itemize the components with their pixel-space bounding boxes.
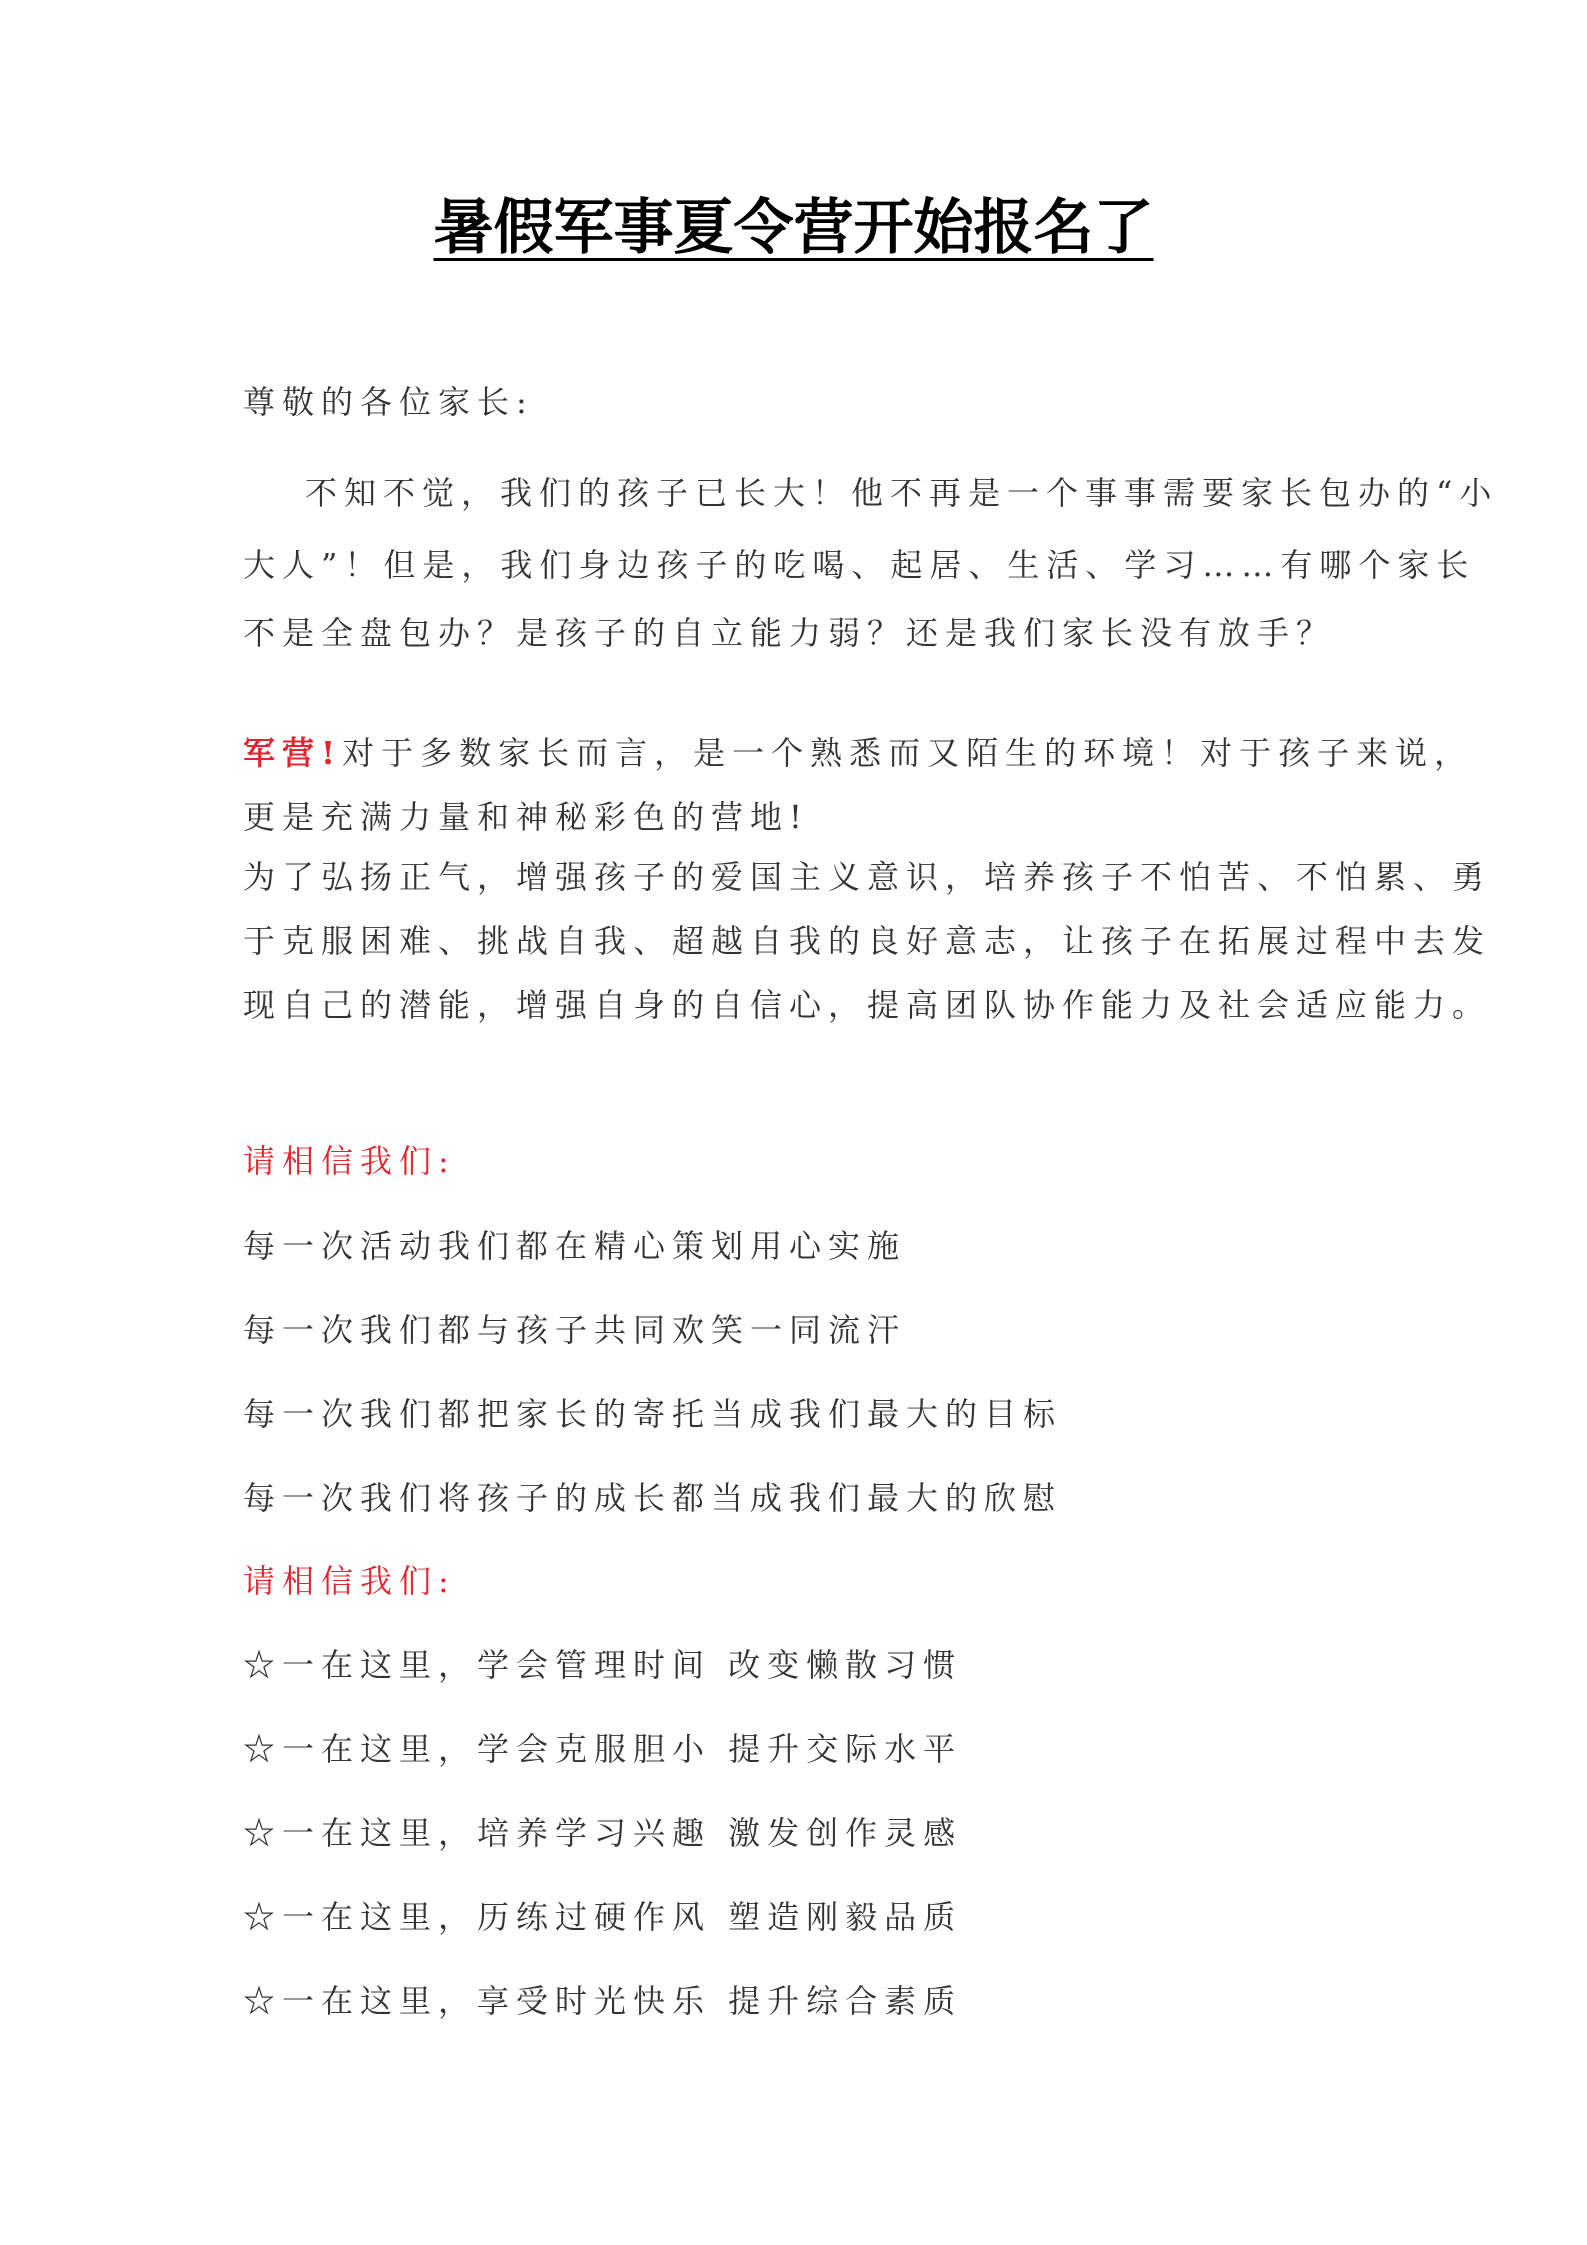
page-title: [0, 188, 1587, 268]
purpose-line: 于克服困难、挑战自我、超越自我的良好意志，让孩子在拓展过程中去发: [243, 922, 1492, 960]
promise-item: 每一次我们将孩子的成长都当成我们最大的欣慰: [243, 1479, 1063, 1517]
purpose-line: 为了弘扬正气，增强孩子的爱国主义意识，培养孩子不怕苦、不怕累、勇: [243, 858, 1492, 896]
intro-line: 不是全盘包办？是孩子的自立能力弱？还是我们家长没有放手？: [243, 614, 1336, 652]
intro-line: 大人”！但是，我们身边孩子的吃喝、起居、生活、学习……有哪个家长: [243, 546, 1476, 584]
camp-paragraph: [243, 728, 1474, 774]
intro-line: 不知不觉，我们的孩子已长大！他不再是一个事事需要家长包办的“小: [305, 474, 1499, 512]
promise-item: 每一次我们都把家长的寄托当成我们最大的目标: [243, 1395, 1063, 1433]
promise-item: 每一次我们都与孩子共同欢笑一同流汗: [243, 1311, 907, 1349]
trust-heading: 请相信我们:: [243, 1142, 456, 1180]
benefit-item: ☆一在这里，历练过硬作风 塑造刚毅品质: [243, 1898, 963, 1936]
benefit-item: ☆一在这里，享受时光快乐 提升综合素质: [243, 1982, 963, 2020]
benefit-item: ☆一在这里，学会克服胆小 提升交际水平: [243, 1730, 963, 1768]
page-title-text: 暑假军事夏令营开始报名了: [433, 193, 1154, 263]
purpose-line: 现自己的潜能，增强自身的自信心，提高团队协作能力及社会适应能力。: [243, 986, 1492, 1024]
benefit-item: ☆一在这里，培养学习兴趣 激发创作灵感: [243, 1814, 963, 1852]
trust-heading: 请相信我们:: [243, 1562, 456, 1600]
promise-item: 每一次活动我们都在精心策划用心实施: [243, 1227, 907, 1265]
camp-line: 更是充满力量和神秘彩色的营地!: [243, 798, 809, 836]
greeting: 尊敬的各位家长:: [243, 383, 534, 421]
benefit-item: ☆一在这里，学会管理时间 改变懒散习惯: [243, 1646, 963, 1684]
camp-label: 军营!: [243, 734, 343, 772]
camp-text: 对于多数家长而言，是一个熟悉而又陌生的环境！对于孩子来说，: [342, 734, 1474, 772]
